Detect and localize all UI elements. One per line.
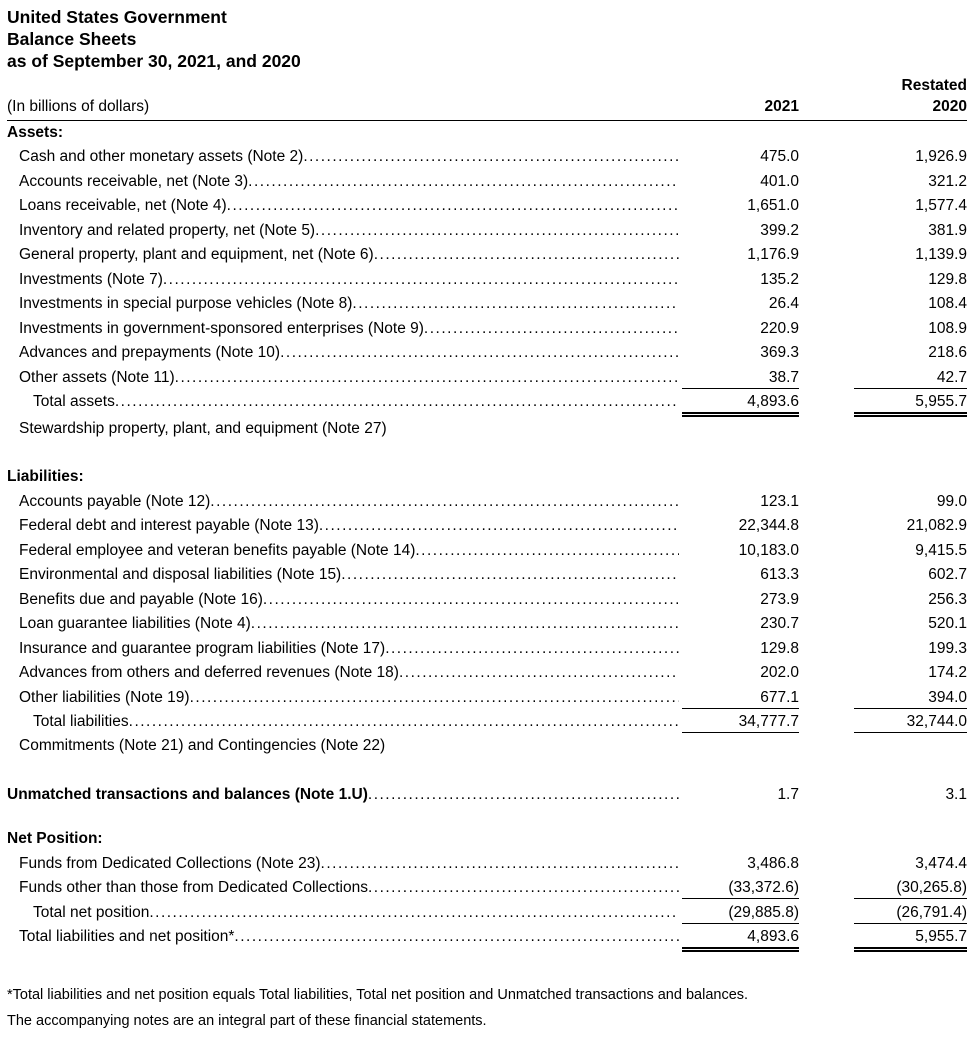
row-label: Federal employee and veteran benefits payable (Note 14) <box>19 541 416 559</box>
value-2020: 42.7 <box>799 366 967 390</box>
row-label: Unmatched transactions and balances (Note 1.U) <box>7 785 368 803</box>
value-2020: 108.9 <box>928 319 967 337</box>
row-label: Total liabilities and net position* <box>19 928 235 946</box>
row-label: Insurance and guarantee program liabilities (Note 17) <box>19 639 386 657</box>
value-2020: 394.0 <box>799 686 967 710</box>
column-header-row <box>7 96 967 121</box>
dotted-leader <box>385 637 679 661</box>
section-net-position <box>7 827 967 952</box>
page-title <box>7 6 967 72</box>
row-label: Total liabilities <box>33 712 129 730</box>
row-label: Inventory and related property, net (Note 5) <box>19 221 316 239</box>
row-label: Accounts payable (Note 12) <box>19 492 211 510</box>
section-heading-net-position <box>7 827 967 851</box>
dotted-leader <box>321 852 679 876</box>
value-2020: 1,926.9 <box>915 148 967 166</box>
restated-header-row <box>7 76 967 96</box>
value-2020: 108.4 <box>928 295 967 313</box>
row-label: Federal debt and interest payable (Note 13) <box>19 517 319 535</box>
dotted-leader <box>319 514 679 538</box>
row-label: Commitments (Note 21) and Contingencies (Note 22) <box>19 737 386 755</box>
restated-label: Restated <box>901 77 967 94</box>
table-row <box>7 588 967 612</box>
dotted-leader <box>210 490 679 514</box>
dotted-leader <box>163 268 679 292</box>
row-label: Environmental and disposal liabilities (Note 15) <box>19 566 342 584</box>
table-row <box>7 243 967 267</box>
dotted-leader <box>399 661 679 685</box>
section-assets <box>7 121 967 441</box>
column-header-2020: 2020 <box>932 98 967 115</box>
value-2020: 174.2 <box>928 664 967 682</box>
dotted-leader <box>175 366 679 390</box>
dotted-leader <box>248 170 679 194</box>
value-2020: 199.3 <box>928 639 967 657</box>
table-row <box>7 170 967 194</box>
dotted-leader <box>352 292 679 316</box>
row-label: Funds from Dedicated Collections (Note 23) <box>19 854 321 872</box>
value-2021: 1,176.9 <box>747 246 799 264</box>
row-label: Advances and prepayments (Note 10) <box>19 344 281 362</box>
section-heading-assets <box>7 121 967 145</box>
dotted-leader <box>341 563 679 587</box>
table-row <box>7 219 967 243</box>
row-label: Advances from others and deferred revenues (Note 18) <box>19 664 399 682</box>
unmatched-transactions-row <box>7 783 967 807</box>
value-2021: 123.1 <box>760 492 799 510</box>
table-row <box>7 268 967 292</box>
dotted-leader <box>251 612 679 636</box>
table-row <box>7 661 967 685</box>
value-2021: 1.7 <box>777 785 799 803</box>
dotted-leader <box>190 686 679 710</box>
column-header-2021: 2021 <box>764 98 799 115</box>
value-2021: 613.3 <box>760 566 799 584</box>
row-label: Cash and other monetary assets (Note 2) <box>19 148 304 166</box>
value-2020: (30,265.8) <box>799 876 967 900</box>
value-2020: 1,577.4 <box>915 197 967 215</box>
dotted-leader <box>280 341 679 365</box>
dotted-leader <box>424 317 679 341</box>
dotted-leader <box>315 219 679 243</box>
value-2020: 381.9 <box>928 221 967 239</box>
total-liabilities-row <box>7 710 967 734</box>
dotted-leader <box>374 243 679 267</box>
title-line-3: as of September 30, 2021, and 2020 <box>7 51 301 71</box>
table-row <box>7 563 967 587</box>
value-2020: 21,082.9 <box>906 517 967 535</box>
dotted-leader <box>234 925 679 949</box>
value-2020: 99.0 <box>936 492 967 510</box>
spacer <box>7 76 799 96</box>
value-2020: 321.2 <box>928 172 967 190</box>
table-row <box>7 194 967 218</box>
value-2021: 1,651.0 <box>747 197 799 215</box>
value-2021: 34,777.7 <box>679 710 799 734</box>
value-2021: 220.9 <box>760 319 799 337</box>
value-2021: 135.2 <box>760 270 799 288</box>
value-2020: 218.6 <box>928 344 967 362</box>
title-line-2: Balance Sheets <box>7 29 137 49</box>
value-2021: 399.2 <box>760 221 799 239</box>
value-2020: 3,474.4 <box>915 854 967 872</box>
footnotes <box>7 982 967 1034</box>
value-2021: 369.3 <box>760 344 799 362</box>
table-row <box>7 341 967 365</box>
row-label: Total net position <box>33 903 150 921</box>
value-2021: 38.7 <box>679 366 799 390</box>
value-2020: 9,415.5 <box>915 541 967 559</box>
section-heading-liabilities <box>7 465 967 489</box>
value-2021: 3,486.8 <box>747 854 799 872</box>
value-2021: 26.4 <box>768 295 799 313</box>
value-2021: (29,885.8) <box>679 901 799 925</box>
value-2021: 230.7 <box>760 615 799 633</box>
value-2021: 129.8 <box>760 639 799 657</box>
value-2020: 256.3 <box>928 590 967 608</box>
dotted-leader <box>368 876 679 900</box>
dotted-leader <box>368 783 679 807</box>
total-assets-row <box>7 390 967 417</box>
dotted-leader <box>303 145 679 169</box>
value-2021: 22,344.8 <box>738 517 799 535</box>
row-label: Loans receivable, net (Note 4) <box>19 197 227 215</box>
footnote-accompanying-notes: The accompanying notes are an integral part of these financial statements. <box>7 1013 487 1030</box>
table-row <box>7 539 967 563</box>
section-heading-label: Assets: <box>7 124 63 141</box>
row-label: Total assets <box>33 392 115 410</box>
value-2021: 10,183.0 <box>738 541 799 559</box>
dotted-leader <box>129 710 679 734</box>
row-label: Investments in special purpose vehicles (Note 8) <box>19 295 353 313</box>
table-row <box>7 637 967 661</box>
table-row <box>7 852 967 876</box>
row-label: Other assets (Note 11) <box>19 368 175 386</box>
value-2021: 475.0 <box>760 148 799 166</box>
dotted-leader <box>115 390 679 414</box>
dotted-leader <box>149 901 679 925</box>
row-label: Loan guarantee liabilities (Note 4) <box>19 615 251 633</box>
section-liabilities <box>7 465 967 758</box>
table-row <box>7 366 967 390</box>
row-label: Funds other than those from Dedicated Collections <box>19 879 368 897</box>
value-2020: 3.1 <box>945 785 967 803</box>
table-row <box>7 514 967 538</box>
title-line-1: United States Government <box>7 7 227 27</box>
dotted-leader <box>415 539 679 563</box>
value-2021: 4,893.6 <box>679 390 799 417</box>
value-2021: 677.1 <box>679 686 799 710</box>
dotted-leader <box>227 194 679 218</box>
row-label: Other liabilities (Note 19) <box>19 688 190 706</box>
row-label: Benefits due and payable (Note 16) <box>19 590 263 608</box>
value-2020: 32,744.0 <box>799 710 967 734</box>
row-label: Investments in government-sponsored enterprises (Note 9) <box>19 319 424 337</box>
table-row <box>7 292 967 316</box>
value-2020: 520.1 <box>928 615 967 633</box>
value-2020: 5,955.7 <box>799 925 967 952</box>
value-2020: (26,791.4) <box>799 901 967 925</box>
total-net-position-row <box>7 901 967 925</box>
table-row <box>7 490 967 514</box>
dotted-leader <box>263 588 679 612</box>
table-row <box>7 145 967 169</box>
unit-label: (In billions of dollars) <box>7 98 150 115</box>
row-label: Investments (Note 7) <box>19 270 163 288</box>
row-label: Stewardship property, plant, and equipment (Note 27) <box>19 419 387 437</box>
value-2020: 5,955.7 <box>799 390 967 417</box>
table-row <box>7 317 967 341</box>
commitments-note-row <box>7 734 967 758</box>
row-label: Accounts receivable, net (Note 3) <box>19 172 249 190</box>
row-label: General property, plant and equipment, net (Note 6) <box>19 246 374 264</box>
value-2021: 273.9 <box>760 590 799 608</box>
value-2021: 401.0 <box>760 172 799 190</box>
section-heading-label: Net Position: <box>7 830 103 848</box>
total-liabilities-and-net-position-row <box>7 925 967 952</box>
value-2021: (33,372.6) <box>679 876 799 900</box>
footnote-asterisk: *Total liabilities and net position equals Total liabilities, Total net position and Unmatched transactions and balances. <box>7 987 749 1004</box>
stewardship-note-row <box>7 417 967 441</box>
table-row <box>7 612 967 636</box>
value-2020: 129.8 <box>928 270 967 288</box>
value-2020: 602.7 <box>928 566 967 584</box>
value-2021: 202.0 <box>760 664 799 682</box>
table-row <box>7 876 967 900</box>
table-row <box>7 686 967 710</box>
value-2020: 1,139.9 <box>915 246 967 264</box>
value-2021: 4,893.6 <box>679 925 799 952</box>
section-heading-label: Liabilities: <box>7 468 84 486</box>
